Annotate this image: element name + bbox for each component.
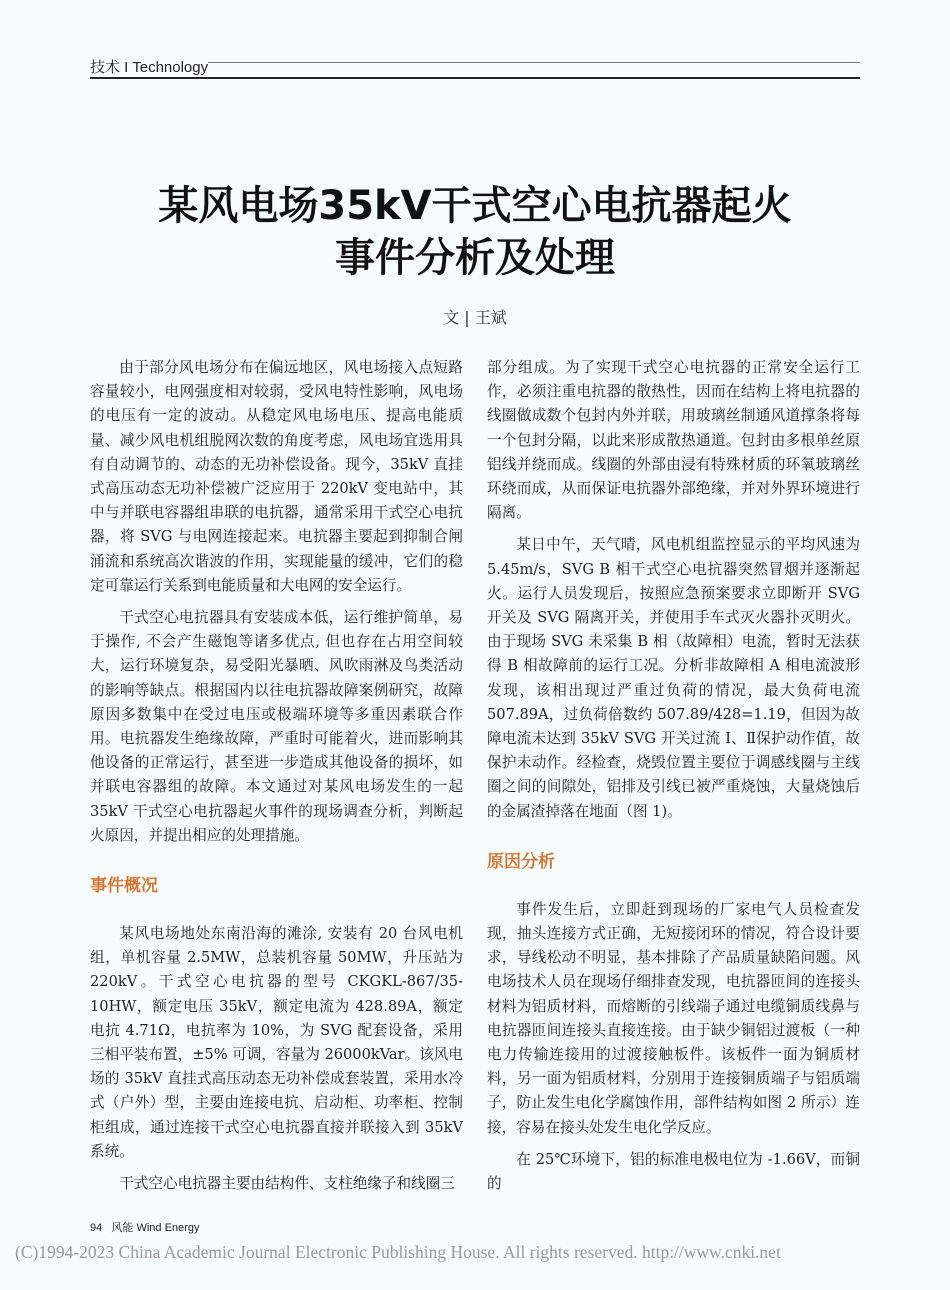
paragraph: 干式空心电抗器具有安装成本低，运行维护简单，易于操作, 不会产生磁饱等诸多优点, 但也存在占用空间较大，运行环境复杂，易受阳光暴晒、风吹雨淋及鸟类活动的影响等缺点。根据国内以往电抗器故障案例研究，故障原因多数集中在受过电压或极端环境等多重因素联合作用。电抗器发生绝缘故障，严重时可能着火，进而影响其他设备的正常运行，甚至进一步造成其他设备的损坏，如并联电容器组的故障。本文通过对某风电场发生的一起 35kV 干式空心电抗器起火事件的现场调查分析，判断起火原因，并提出相应的处理措施。 [90, 609, 463, 844]
header-rule-thick [90, 77, 860, 79]
title-line-1: 某风电场35kV干式空心电抗器起火 [158, 183, 792, 229]
page-footer [90, 1222, 199, 1235]
section-heading-event-overview: 事件概况 [90, 876, 158, 897]
paragraph: 事件发生后，立即赶到现场的厂家电气人员检查发现，抽头连接方式正确，无短接闭环的情况，符合设计要求，导线松动不明显，基本排除了产品质量缺陷问题。风电场技术人员在现场仔细排查发现，电抗器匝间的连接头材料为铝质材料，而熔断的引线端子通过电缆铜质线鼻与电抗器匝间连接头直接连接。由于缺少铜铝过渡板（一种电力传输连接用的过渡接触板件。该板件一面为铜质材料，另一面为铝质材料，分别用于连接铜质端子与铝质端子，防止发生电化学腐蚀作用，部件结构如图 2 所示）连接，容易在接头处发生电化学反应。 [487, 900, 860, 1136]
left-column [90, 356, 463, 1196]
paragraph: 某日中午，天气晴，风电机组监控显示的平均风速为 5.45m/s，SVG B 相干式空心电抗器突然冒烟并逐渐起火。运行人员发现后，按照应急预案要求立即断开 SVG 开关及 SVG 隔离开关，并使用手车式灭火器扑灭明火。由于现场 SVG 未采集 B 相（故障相）电流，暂时无法获得 B 相故障前的运行工况。分析非故障相 A 相电流波形发现，该相出现过严重过负荷的情况，最大负荷电流 507.89A，过负荷倍数约 507.89/428=1.19，但因为故障电流未达到 35kV SVG 开关过流 Ⅰ、Ⅱ保护动作值，故保护未动作。经检查，烧毁位置主要位于调感线圈与主线圈之间的间隙处，铝排及引线已被严重烧蚀，大量烧蚀后的金属渣掉落在地面（图 1)。 [487, 536, 860, 820]
paragraph: 某风电场地处东南沿海的滩涂, 安装有 20 台风电机组，单机容量 2.5MW，总装机容量 50MW，升压站为 220kV。干式空心电抗器的型号 CKGKL-867/35-10HW，额定电压 35kV，额定电流为 428.89A，额定电抗 4.71Ω，电抗率为 10%，为 SVG 配套设备，采用三相平装布置，±5% 可调，容量为 26000kVar。该风电场的 35kV 直挂式高压动态无功补偿成套装置，采用水冷式（户外）型，主要由连接电抗、启动柜、功率柜、控制柜组成，通过连接干式空心电抗器直接并联接入到 35kV 系统。 [90, 925, 463, 1160]
page-number: 94 [90, 1222, 103, 1234]
paragraph: 部分组成。为了实现干式空心电抗器的正常安全运行工作，必须注重电抗器的散热性，因而在结构上将电抗器的线圈做成数个包封内外并联，用玻璃丝制通风道撑条将每一个包封分隔，以此来形成散热通道。包封由多根单丝原铝线并绕而成。线圈的外部由浸有特殊材质的环氧玻璃丝环绕而成，从而保证电抗器外部绝缘，并对外界环境进行隔离。 [487, 359, 860, 522]
right-column [487, 356, 860, 1196]
article-title [0, 180, 950, 284]
paragraph: 在 25℃环境下，铝的标准电极电位为 -1.66V，而铜的 [487, 1150, 860, 1193]
paragraph: 由于部分风电场分布在偏远地区，风电场接入点短路容量较小，电网强度相对较弱，受风电特性影响，风电场的电压有一定的波动。从稳定风电场电压、提高电能质量、减少风电机组脱网次数的角度考虑，风电场宜选用具有自动调节的、动态的无功补偿设备。现今，35kV 直挂式高压动态无功补偿被广泛应用于 220kV 变电站中，其中与并联电容器组串联的电抗器，通常采用干式空心电抗器，将 SVG 与电网连接起来。电抗器主要起到抑制合闸涌流和系统高次谐波的作用，实现能量的缓冲，它们的稳定可靠运行关系到电能质量和大电网的安全运行。 [90, 359, 463, 594]
journal-name: 风能 Wind Energy [111, 1222, 200, 1234]
author-byline: 文 | 王斌 [443, 308, 507, 327]
running-header: 技术 I Technology [90, 59, 209, 76]
header-rule-thin [208, 62, 860, 63]
paragraph: 干式空心电抗器主要由结构件、支柱绝缘子和线圈三 [119, 1175, 455, 1193]
copyright-watermark: (C)1994-2023 China Academic Journal Electronic Publishing House. All rights reserved. http://www.cnki.net [15, 1242, 781, 1262]
title-line-2: 事件分析及处理 [335, 235, 615, 281]
section-heading-cause-analysis: 原因分析 [487, 851, 555, 872]
